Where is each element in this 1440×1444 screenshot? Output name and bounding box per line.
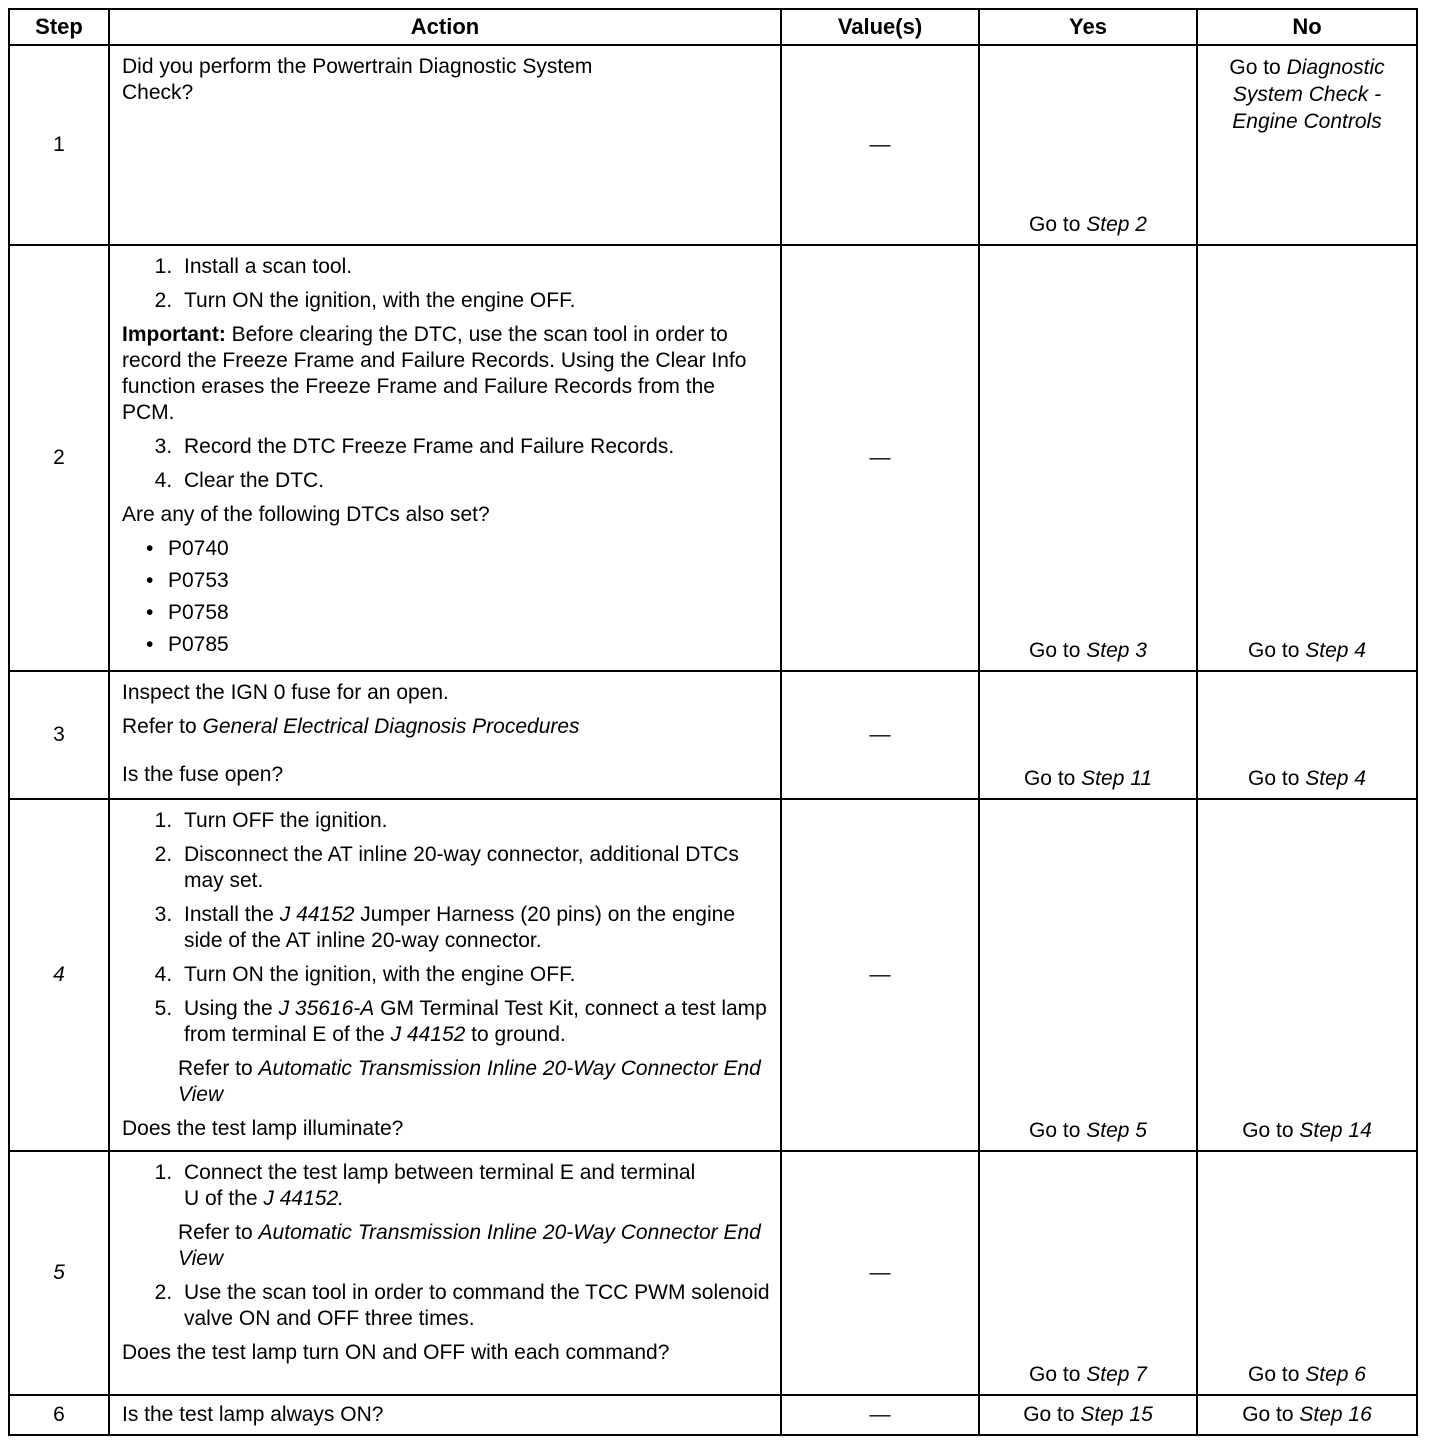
refer-text	[178, 1220, 772, 1272]
no-cell	[1197, 671, 1417, 799]
refer-link[interactable]: Automatic Transmission Inline 20-Way Connector End View	[178, 1057, 761, 1106]
value-cell: —	[781, 1151, 979, 1395]
no-cell	[1197, 799, 1417, 1151]
goto-link[interactable]: Step 6	[1305, 1363, 1366, 1386]
dtc-item: • P0785	[168, 632, 772, 658]
goto-prefix: Go to	[1029, 639, 1087, 662]
action-step: 1. Turn OFF the ignition.	[178, 808, 772, 834]
question-text: Is the test lamp always ON?	[122, 1403, 384, 1426]
dtc-item: • P0740	[168, 536, 772, 562]
step-text: GM Terminal Test Kit, connect a test lamp from terminal E of the	[184, 997, 767, 1046]
goto-prefix: Go to	[1242, 1403, 1300, 1426]
step-text: Using the	[184, 997, 279, 1020]
tool-number: J 35616-A	[278, 997, 375, 1020]
no-cell	[1197, 1395, 1417, 1435]
header-values: Value(s)	[781, 9, 979, 45]
goto-prefix: Go to	[1023, 767, 1082, 790]
yes-cell	[979, 671, 1197, 799]
yes-cell	[979, 1151, 1197, 1395]
step-number: 5	[9, 1151, 109, 1395]
tool-number: J 44152	[279, 903, 355, 926]
action-text: Inspect the IGN 0 fuse for an open.	[122, 681, 449, 704]
value-cell: —	[781, 671, 979, 799]
table-row	[9, 245, 1417, 671]
refer-prefix: Refer to	[178, 1057, 259, 1080]
goto-prefix: Go to	[1248, 1363, 1306, 1386]
table-row	[9, 1395, 1417, 1435]
important-text: Before clearing the DTC, use the scan tool in order to record the Freeze Frame and Failure Records. Using the Clear Info function erases the Freeze Frame and Failure Records from the PCM.	[122, 323, 747, 424]
header-step: Step	[9, 9, 109, 45]
goto-link[interactable]: Step 2	[1086, 213, 1147, 236]
step-text: Install the	[184, 903, 280, 926]
action-steps	[122, 1280, 772, 1332]
action-cell	[109, 45, 781, 245]
goto-link[interactable]: Step 3	[1086, 639, 1147, 662]
important-label: Important:	[122, 323, 226, 346]
action-step	[178, 902, 772, 954]
goto-prefix: Go to	[1229, 56, 1287, 79]
goto-prefix: Go to	[1029, 1363, 1087, 1386]
action-cell	[109, 671, 781, 799]
action-step: 2. Disconnect the AT inline 20-way connector, additional DTCs may set.	[178, 842, 772, 894]
step-number: 4	[9, 799, 109, 1151]
question-text: Does the test lamp illuminate?	[122, 1117, 404, 1140]
header-action: Action	[109, 9, 781, 45]
refer-link[interactable]: General Electrical Diagnosis Procedures	[202, 715, 580, 738]
yes-cell	[979, 1395, 1197, 1435]
action-step: 3. Record the DTC Freeze Frame and Failure Records.	[178, 434, 772, 460]
table-row	[9, 671, 1417, 799]
action-steps	[122, 1160, 772, 1212]
tool-number: J 44152	[390, 1023, 466, 1046]
refer-text	[122, 714, 772, 740]
step-text: Jumper Harness (20 pins) on the engine side of the AT inline 20-way connector.	[184, 903, 736, 952]
action-cell	[109, 1395, 781, 1435]
goto-link[interactable]: Step 15	[1080, 1403, 1153, 1426]
goto-link[interactable]: Step 5	[1086, 1119, 1147, 1142]
important-note	[122, 322, 772, 426]
refer-prefix: Refer to	[122, 715, 203, 738]
no-cell	[1197, 245, 1417, 671]
refer-link[interactable]: Automatic Transmission Inline 20-Way Connector End View	[178, 1221, 761, 1270]
goto-prefix: Go to	[1023, 1403, 1081, 1426]
dtc-list	[122, 536, 772, 658]
question-text: Does the test lamp turn ON and OFF with each command?	[122, 1341, 670, 1364]
yes-cell	[979, 799, 1197, 1151]
goto-prefix: Go to	[1242, 1119, 1300, 1142]
question-text: Are any of the following DTCs also set?	[122, 503, 490, 526]
action-step: 2. Turn ON the ignition, with the engine OFF.	[178, 288, 772, 314]
question-text: Is the fuse open?	[122, 763, 284, 786]
step-text: to ground.	[465, 1023, 566, 1046]
tool-number: J 44152.	[263, 1187, 344, 1210]
yes-cell	[979, 245, 1197, 671]
yes-cell	[979, 45, 1197, 245]
action-steps	[122, 434, 772, 494]
goto-link[interactable]: Step 4	[1305, 639, 1366, 662]
no-cell	[1197, 1151, 1417, 1395]
action-steps	[122, 254, 772, 314]
dtc-item: • P0758	[168, 600, 772, 626]
step-number: 1	[9, 45, 109, 245]
action-step	[178, 996, 772, 1048]
value-cell: —	[781, 1395, 979, 1435]
step-number: 3	[9, 671, 109, 799]
action-step: 1. Install a scan tool.	[178, 254, 772, 280]
header-yes: Yes	[979, 9, 1197, 45]
value-cell: —	[781, 799, 979, 1151]
goto-link[interactable]: Step 14	[1299, 1119, 1372, 1142]
dtc-item: • P0753	[168, 568, 772, 594]
goto-link[interactable]: Step 11	[1081, 767, 1153, 790]
step-number: 2	[9, 245, 109, 671]
value-cell: —	[781, 45, 979, 245]
question-text: Did you perform the Powertrain Diagnostic System Check?	[122, 55, 593, 104]
value-cell: —	[781, 245, 979, 671]
header-row	[9, 9, 1417, 45]
step-number: 6	[9, 1395, 109, 1435]
goto-prefix: Go to	[1248, 639, 1306, 662]
goto-prefix: Go to	[1029, 213, 1087, 236]
header-no: No	[1197, 9, 1417, 45]
goto-link[interactable]: Diagnostic System Check - Engine Controls	[1232, 56, 1385, 133]
refer-text	[178, 1056, 772, 1108]
goto-prefix: Go to	[1248, 767, 1306, 790]
action-step: 4. Clear the DTC.	[178, 468, 772, 494]
goto-link[interactable]: Step 7	[1086, 1363, 1147, 1386]
action-cell	[109, 1151, 781, 1395]
action-step	[178, 1160, 772, 1212]
table-row	[9, 1151, 1417, 1395]
action-cell	[109, 245, 781, 671]
goto-link[interactable]: Step 4	[1305, 767, 1366, 790]
step-text: Connect the test lamp between terminal E and terminal U of the	[184, 1161, 696, 1210]
diagnostic-table	[8, 8, 1418, 1436]
action-step: 4. Turn ON the ignition, with the engine OFF.	[178, 962, 772, 988]
action-cell	[109, 799, 781, 1151]
no-cell	[1197, 45, 1417, 245]
table-row	[9, 799, 1417, 1151]
action-steps	[122, 808, 772, 1048]
goto-link[interactable]: Step 16	[1299, 1403, 1372, 1426]
action-step: 2. Use the scan tool in order to command the TCC PWM solenoid valve ON and OFF three times.	[178, 1280, 772, 1332]
refer-prefix: Refer to	[178, 1221, 259, 1244]
goto-prefix: Go to	[1029, 1119, 1087, 1142]
table-row	[9, 45, 1417, 245]
